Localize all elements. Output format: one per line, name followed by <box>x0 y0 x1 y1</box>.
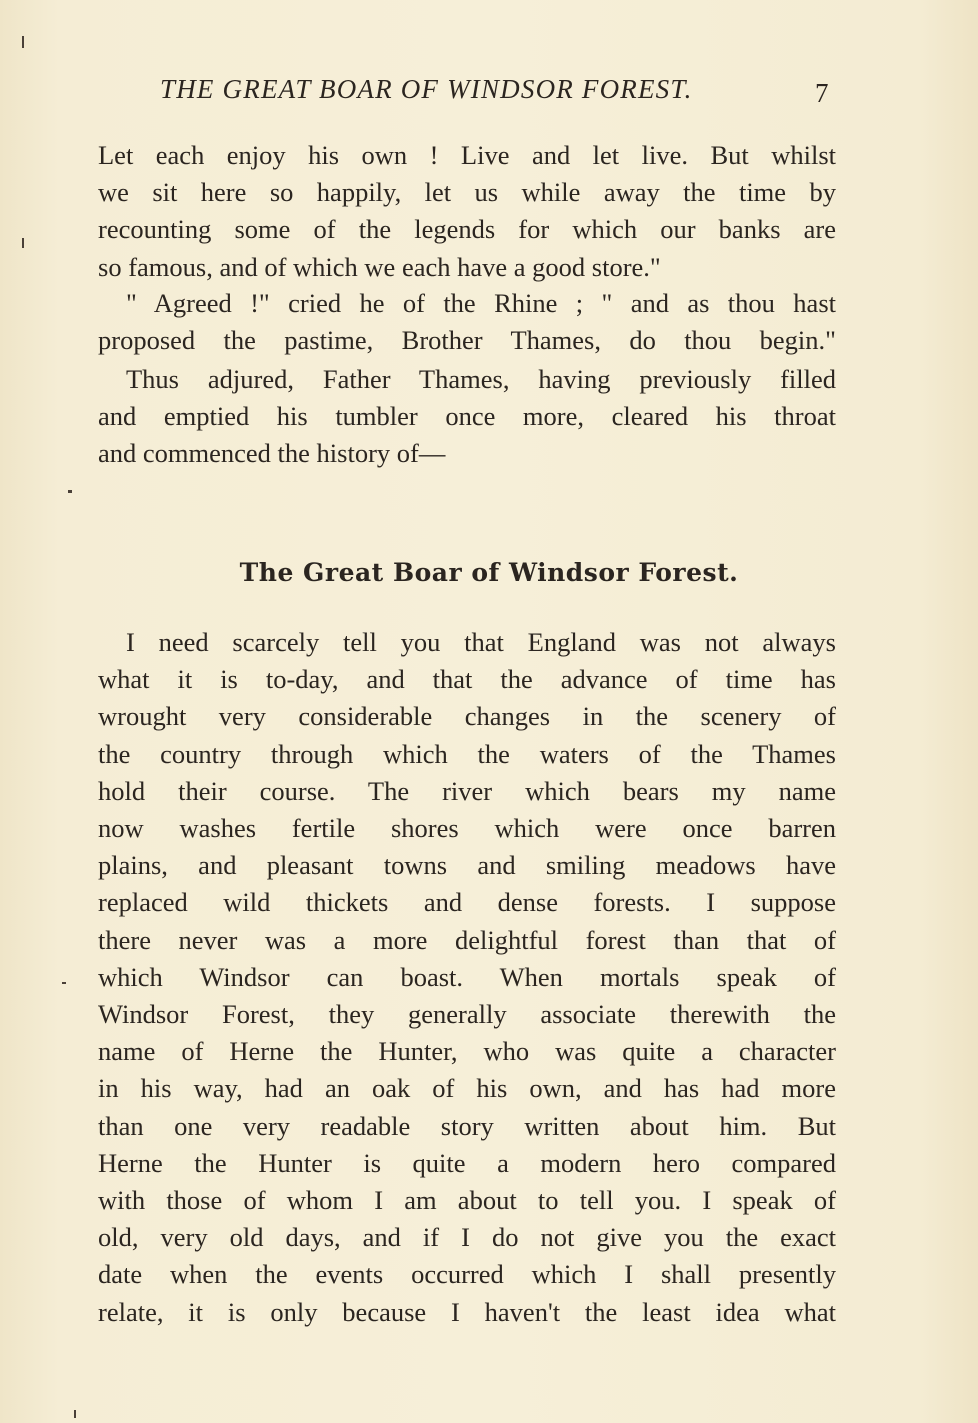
text-line: I need scarcely tell you that England was not always <box>126 627 836 657</box>
running-title: THE GREAT BOAR OF WINDSOR FOREST. <box>160 74 693 104</box>
scan-speck <box>74 1410 76 1418</box>
text-line: plains, and pleasant towns and smiling meadows have <box>98 850 836 881</box>
text-line: and commenced the history of— <box>98 438 446 469</box>
text-line: the country through which the waters of the Thames <box>98 738 836 769</box>
text-line: and emptied his tumbler once more, cleared his throat <box>98 401 836 432</box>
text-line: recounting some of the legends for which our banks are <box>98 214 836 245</box>
text-line: which Windsor can boast. When mortals speak of <box>98 961 836 992</box>
text-line: now washes fertile shores which were once barren <box>98 813 836 844</box>
page-number: 7 <box>815 78 829 108</box>
text-line: Herne the Hunter is quite a modern hero compared <box>98 1147 836 1178</box>
text-line: in his way, had an oak of his own, and has had more <box>98 1073 836 1104</box>
intro-paragraph-3 <box>98 361 836 473</box>
scan-speck <box>22 238 24 248</box>
intro-paragraph-2 <box>98 285 836 359</box>
text-line: wrought very considerable changes in the scenery of <box>98 701 836 732</box>
scan-speck <box>22 36 24 48</box>
text-line: we sit here so happily, let us while away the time by <box>98 177 836 208</box>
text-line: what it is to-day, and that the advance of time has <box>98 664 836 695</box>
text-line: relate, it is only because I haven't the least idea what <box>98 1296 836 1327</box>
text-line: old, very old days, and if I do not give you the exact <box>98 1222 836 1253</box>
text-line: Let each enjoy his own ! Live and let live. But whilst <box>98 140 836 170</box>
text-line: " Agreed !" cried he of the Rhine ; " and as thou hast <box>126 288 836 318</box>
text-line: Windsor Forest, they generally associate therewith the <box>98 999 836 1030</box>
text-line: hold their course. The river which bears my name <box>98 775 836 806</box>
text-line: date when the events occurred which I shall presently <box>98 1259 836 1290</box>
text-line: replaced wild thickets and dense forests. I suppose <box>98 887 836 918</box>
scan-speck <box>68 490 72 493</box>
section-body <box>98 624 836 1331</box>
text-line: so famous, and of which we each have a good store." <box>98 251 661 282</box>
text-line: name of Herne the Hunter, who was quite a character <box>98 1036 836 1067</box>
scan-speck <box>62 982 66 984</box>
text-line: proposed the pastime, Brother Thames, do thou begin." <box>98 325 836 356</box>
text-line: than one very readable story written about him. But <box>98 1110 836 1141</box>
intro-paragraph-1 <box>98 137 836 286</box>
text-line: Thus adjured, Father Thames, having previously filled <box>126 364 836 394</box>
section-title: The Great Boar of Windsor Forest. <box>239 558 739 587</box>
text-line: there never was a more delightful forest than that of <box>98 924 836 955</box>
text-line: with those of whom I am about to tell you. I speak of <box>98 1185 836 1216</box>
